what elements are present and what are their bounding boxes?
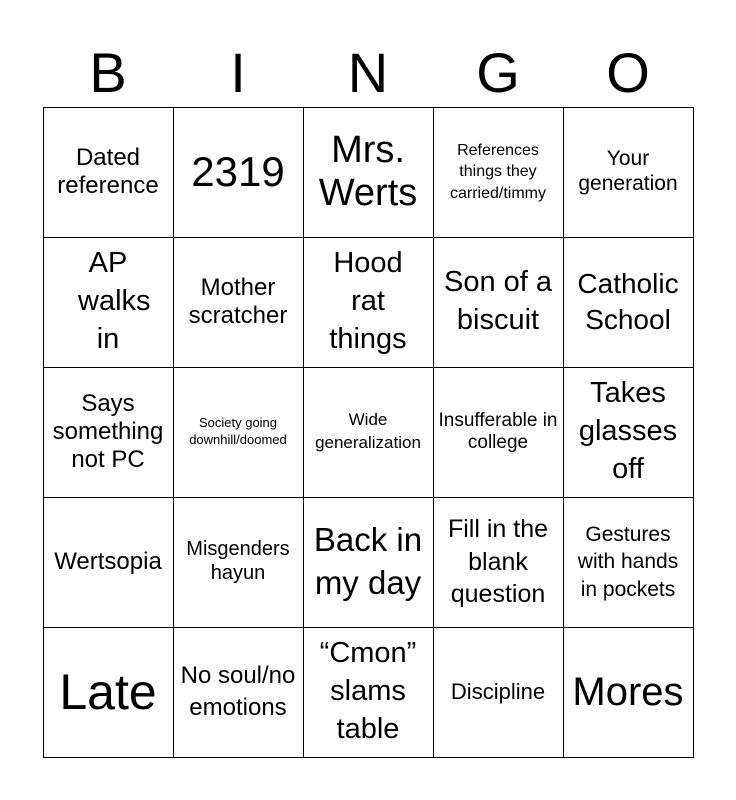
bingo-cell-r2c1[interactable]	[43, 237, 174, 368]
bingo-cell-r2c5[interactable]	[563, 237, 694, 368]
cell-label: Takes glasses off	[578, 377, 678, 485]
bingo-cell-r3c2[interactable]	[173, 367, 304, 498]
header-letter-g: G	[476, 41, 520, 104]
bingo-cell-r5c3[interactable]	[303, 627, 434, 758]
cell-label: Late	[59, 663, 157, 720]
cell-label: Says something not PC	[52, 389, 164, 474]
cell-label: AP walks in	[78, 247, 151, 355]
bingo-cell-r3c4[interactable]	[433, 367, 564, 498]
cell-label: Hood rat things	[329, 247, 407, 355]
cell-label: Discipline	[450, 679, 546, 705]
bingo-cell-r5c5[interactable]	[563, 627, 694, 758]
bingo-cell-r2c2[interactable]	[173, 237, 304, 368]
header-letter-n: N	[347, 41, 389, 104]
bingo-cell-r5c1[interactable]	[43, 627, 174, 758]
bingo-board	[43, 107, 693, 757]
bingo-cell-r3c1[interactable]	[43, 367, 174, 498]
cell-label: Mother scratcher	[188, 273, 288, 329]
bingo-cell-r2c3[interactable]	[303, 237, 434, 368]
bingo-header	[43, 40, 693, 106]
cell-label: Fill in the blank question	[447, 515, 549, 609]
bingo-cell-r1c2[interactable]	[173, 107, 304, 238]
bingo-cell-r4c2[interactable]	[173, 497, 304, 628]
bingo-cell-r4c5[interactable]	[563, 497, 694, 628]
cell-label: “Cmon” slams table	[319, 637, 417, 745]
bingo-cell-r1c5[interactable]	[563, 107, 694, 238]
header-letter-o: O	[606, 41, 650, 104]
cell-label: Son of a biscuit	[443, 266, 553, 336]
cell-label: Misgenders hayun	[186, 538, 290, 584]
cell-label: No soul/no emotions	[180, 661, 296, 721]
bingo-cell-r3c3[interactable]	[303, 367, 434, 498]
bingo-cell-r3c5[interactable]	[563, 367, 694, 498]
cell-label: 2319	[191, 147, 285, 195]
cell-label: Wertsopia	[54, 547, 162, 575]
cell-label: Gestures with hands in pockets	[577, 523, 679, 601]
cell-label: Mores	[572, 670, 684, 714]
bingo-cell-r5c2[interactable]	[173, 627, 304, 758]
bingo-cell-r4c3[interactable]	[303, 497, 434, 628]
cell-label: Your generation	[578, 147, 678, 195]
bingo-cell-r1c1[interactable]	[43, 107, 174, 238]
cell-label: Insufferable in college	[438, 409, 558, 453]
bingo-cell-r5c4[interactable]	[433, 627, 564, 758]
cell-label: Mrs. Werts	[318, 129, 418, 214]
cell-label: Catholic School	[577, 267, 679, 335]
bingo-cell-r2c4[interactable]	[433, 237, 564, 368]
bingo-cell-r4c4[interactable]	[433, 497, 564, 628]
bingo-cell-r4c1[interactable]	[43, 497, 174, 628]
header-letter-i: I	[230, 41, 246, 104]
cell-label: Dated reference	[57, 143, 159, 199]
header-letter-b: B	[89, 41, 127, 104]
cell-label: Back in my day	[313, 521, 423, 601]
cell-label: Wide generalization	[315, 410, 421, 452]
cell-label: Society going downhill/doomed	[189, 415, 287, 447]
bingo-cell-r1c4[interactable]	[433, 107, 564, 238]
bingo-cell-r1c3[interactable]	[303, 107, 434, 238]
cell-label: References things they carried/timmy	[449, 141, 546, 202]
